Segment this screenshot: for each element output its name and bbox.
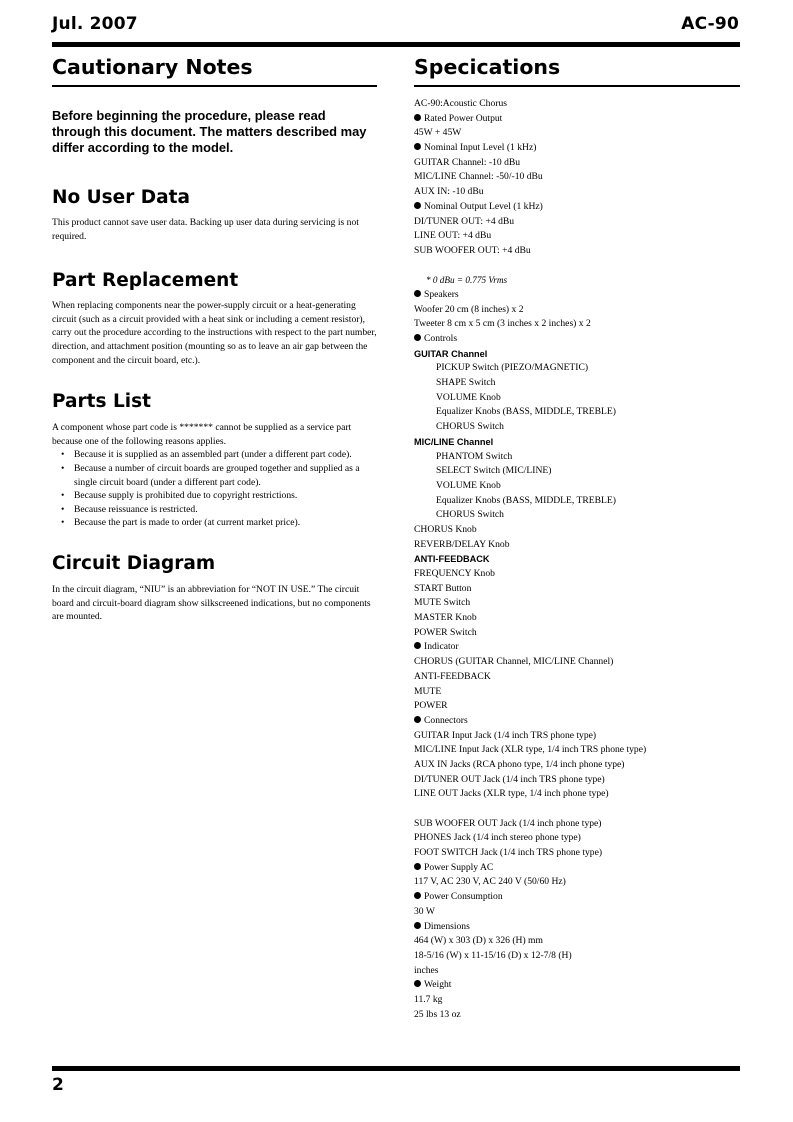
bullet-dot-icon <box>414 114 421 121</box>
spec-list <box>414 97 740 1022</box>
spec-item: SUB WOOFER OUT Jack (1/4 inch phone type) <box>414 817 602 829</box>
spec-item: GUITAR Channel: -10 dBu <box>414 156 521 168</box>
spec-group-heading: ANTI-FEEDBACK <box>414 554 490 565</box>
spec-heading-label: Speakers <box>424 288 459 300</box>
cautionary-notes-title: Cautionary Notes <box>52 55 253 79</box>
spec-sub-item: VOLUME Knob <box>436 391 501 403</box>
spec-item: AUX IN: -10 dBu <box>414 186 484 198</box>
spec-item: Woofer 20 cm (8 inches) x 2 <box>414 303 524 315</box>
spec-heading-label: Nominal Input Level (1 kHz) <box>424 142 537 154</box>
spec-sub-item: PICKUP Switch (PIEZO/MAGNETIC) <box>436 362 589 374</box>
spec-item: 11.7 kg <box>414 993 443 1005</box>
spec-heading-label: Nominal Output Level (1 kHz) <box>424 200 543 212</box>
no-user-data-title: No User Data <box>52 187 190 208</box>
title-underline <box>414 85 740 87</box>
spec-item: 25 lbs 13 oz <box>414 1008 461 1020</box>
spec-heading-label: Dimensions <box>424 920 470 932</box>
spec-item: MUTE <box>414 685 442 697</box>
parts-list-reason: • Because reissuance is restricted. <box>74 503 377 517</box>
spec-item: DI/TUNER OUT Jack (1/4 inch TRS phone type) <box>414 773 605 785</box>
page-number: 2 <box>52 1075 64 1095</box>
spec-heading <box>414 714 740 729</box>
spec-item: POWER Switch <box>414 626 477 638</box>
spec-item: SUB WOOFER OUT: +4 dBu <box>414 244 531 256</box>
bullet-dot-icon <box>414 143 421 150</box>
bullet-dot-icon <box>414 642 421 649</box>
intro-text: Before beginning the procedure, please read through this document. The matters described may differ according to the model. <box>52 108 367 155</box>
spec-item: REVERB/DELAY Knob <box>414 538 510 550</box>
spec-item: DI/TUNER OUT: +4 dBu <box>414 215 515 227</box>
header-rule <box>52 42 740 47</box>
spec-sub-item: VOLUME Knob <box>436 479 501 491</box>
spec-footnote: * 0 dBu = 0.775 Vrms <box>426 275 508 286</box>
spec-item: MIC/LINE Channel: -50/-10 dBu <box>414 171 543 183</box>
spec-group-heading: GUITAR Channel <box>414 348 488 359</box>
spec-spacer <box>414 802 740 817</box>
spec-item: 45W + 45W <box>414 127 462 139</box>
spec-item: 464 (W) x 303 (D) x 326 (H) mm <box>414 935 543 947</box>
spec-heading-label: Rated Power Output <box>424 112 503 124</box>
spec-sub-item: Equalizer Knobs (BASS, MIDDLE, TREBLE) <box>436 406 616 418</box>
spec-heading <box>414 920 740 935</box>
spec-item: FOOT SWITCH Jack (1/4 inch TRS phone type) <box>414 847 603 859</box>
circuit-diagram-title: Circuit Diagram <box>52 552 216 574</box>
specifications-title: Specications <box>414 55 561 79</box>
spec-item: 30 W <box>414 905 435 917</box>
cautionary-notes-column <box>52 54 377 624</box>
spec-item: AUX IN Jacks (RCA phono type, 1/4 inch phone type) <box>414 758 625 770</box>
spec-sub-item: SHAPE Switch <box>436 377 496 389</box>
spec-group-heading: MIC/LINE Channel <box>414 436 494 447</box>
parts-list-reason: • Because the part is made to order (at current market price). <box>74 516 377 530</box>
spec-heading <box>414 112 740 127</box>
bullet-dot-icon <box>414 290 421 297</box>
spec-item: 18-5/16 (W) x 11-15/16 (D) x 12-7/8 (H) <box>414 949 572 961</box>
header-date: Jul. 2007 <box>52 14 138 34</box>
footer-rule <box>52 1066 740 1071</box>
spec-heading-label: Connectors <box>424 714 468 726</box>
spec-sub-item: PHANTOM Switch <box>436 450 513 462</box>
spec-heading <box>414 978 740 993</box>
spec-heading <box>414 332 740 347</box>
spec-item: Tweeter 8 cm x 5 cm (3 inches x 2 inches) x 2 <box>414 318 591 330</box>
spec-heading-label: Power Consumption <box>424 891 503 903</box>
spec-item: inches <box>414 964 439 976</box>
title-underline <box>52 85 377 87</box>
parts-list-text: A component whose part code is ******* cannot be supplied as a service part because one of the following reasons applies. <box>52 422 352 447</box>
spec-heading <box>414 200 740 215</box>
spec-item: MUTE Switch <box>414 597 471 609</box>
parts-list-reasons <box>52 448 377 530</box>
spec-sub-item: Equalizer Knobs (BASS, MIDDLE, TREBLE) <box>436 494 616 506</box>
spec-item: POWER <box>414 700 448 712</box>
spec-item: LINE OUT: +4 dBu <box>414 230 492 242</box>
spec-item: ANTI-FEEDBACK <box>414 670 491 682</box>
spec-heading <box>414 288 740 303</box>
spec-heading-label: Indicator <box>424 641 459 653</box>
spec-item: FREQUENCY Knob <box>414 568 495 579</box>
spec-heading-label: Power Supply AC <box>424 861 494 873</box>
spec-item: GUITAR Input Jack (1/4 inch TRS phone type) <box>414 729 597 741</box>
spec-heading-label: Controls <box>424 333 458 344</box>
spec-item: CHORUS (GUITAR Channel, MIC/LINE Channel) <box>414 656 614 668</box>
spec-spacer <box>414 259 740 274</box>
bullet-dot-icon <box>414 334 421 341</box>
spec-item: PHONES Jack (1/4 inch stereo phone type) <box>414 832 581 844</box>
bullet-dot-icon <box>414 980 421 987</box>
header-model: AC-90 <box>681 14 739 34</box>
spec-heading-label: Weight <box>424 979 452 991</box>
spec-heading <box>414 861 740 876</box>
spec-heading <box>414 890 740 905</box>
circuit-diagram-text: In the circuit diagram, “NIU” is an abbreviation for “NOT IN USE.” The circuit board and circuit-board diagram show silkscreened indications, but no components are mounted. <box>52 583 371 623</box>
spec-item: START Button <box>414 582 472 594</box>
parts-list-reason: • Because it is supplied as an assembled part (under a different part code). <box>74 448 377 462</box>
specifications-column <box>414 54 740 1022</box>
bullet-dot-icon <box>414 716 421 723</box>
spec-sub-item: SELECT Switch (MIC/LINE) <box>436 465 552 477</box>
bullet-dot-icon <box>414 863 421 870</box>
spec-item: 117 V, AC 230 V, AC 240 V (50/60 Hz) <box>414 876 566 888</box>
parts-list-reason: • Because supply is prohibited due to copyright restrictions. <box>74 489 377 503</box>
spec-sub-item: CHORUS Switch <box>436 509 504 521</box>
bullet-dot-icon <box>414 922 421 929</box>
spec-item: AC-90:Acoustic Chorus <box>414 98 508 109</box>
part-replacement-text: When replacing components near the power-supply circuit or a heat-generating circuit (such as a circuit provided with a heat sink or including a cement resistor), carry out the procedure according to the instructions with respect to the part number, direction, and attachment position (mounting so as to leave an air gap between the component and the circuit board, etc.). <box>52 300 377 366</box>
spec-item: MASTER Knob <box>414 612 477 624</box>
spec-item: MIC/LINE Input Jack (XLR type, 1/4 inch TRS phone type) <box>414 744 647 756</box>
bullet-dot-icon <box>414 892 421 899</box>
bullet-dot-icon <box>414 202 421 209</box>
spec-item: CHORUS Knob <box>414 523 477 535</box>
parts-list-title: Parts List <box>52 391 151 413</box>
spec-heading <box>414 141 740 156</box>
spec-sub-item: CHORUS Switch <box>436 421 504 433</box>
no-user-data-text: This product cannot save user data. Backing up user data during servicing is not required. <box>52 217 359 242</box>
spec-heading <box>414 640 740 655</box>
part-replacement-title: Part Replacement <box>52 270 239 292</box>
parts-list-reason: • Because a number of circuit boards are grouped together and supplied as a single circuit board (under a different part code). <box>74 462 377 489</box>
spec-item: LINE OUT Jacks (XLR type, 1/4 inch phone type) <box>414 788 609 800</box>
